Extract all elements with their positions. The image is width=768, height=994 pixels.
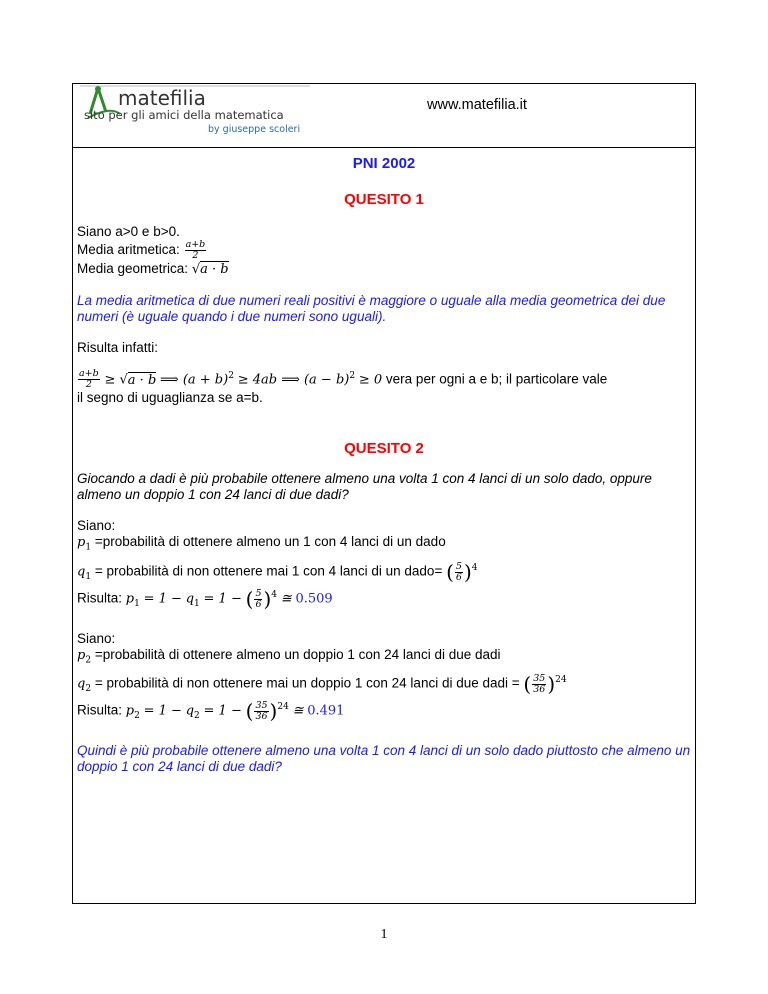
q2-question: Giocando a dadi è più probabile ottenere almeno una volta 1 con 4 lanci di un solo dado, oppure almeno un doppio 1 con 24 lanci di due dadi? [77, 471, 652, 503]
quesito-2-heading: QUESITO 2 [344, 440, 424, 458]
logo-tagline: sito per gli amici della matematica [84, 108, 284, 122]
q1-premise: Siano a>0 e b>0. [77, 224, 180, 239]
p2-definition: $p_2$ =probabilità di ottenere almeno un doppio 1 con 24 lanci di due dadi [77, 646, 501, 666]
page-number: 1 [380, 927, 388, 942]
logo-author: by giuseppe scoleri [208, 124, 301, 135]
q1-inequality: $\frac{a+b}{2}$ ≥ √a · b ⟹ $(a + b)^2 \ge 4ab$ ⟹ $(a - b)^2 \ge 0$ vera per ogni a e b; il particolare vale il segno di uguaglianza se a=b. [77, 368, 608, 406]
result-1: Risulta: $p_1 = 1 - q_1 = 1$ − ( $\frac{5}{6}$ )$^4$ ≅ 0.509 [77, 587, 333, 612]
q2-conclusion: Quindi è più probabile ottenere almeno una volta 1 con 4 lanci di un solo dado piuttosto che almeno un doppio 1 con 24 lanci di due dadi? [77, 742, 691, 774]
logo-name: matefilia [118, 86, 206, 110]
result-2: Risulta: $p_2 = 1 - q_2 = 1$ − ( $\frac{35}{36}$ )$^{24}$ ≅ 0.491 [77, 699, 345, 724]
q1-definition: $q_1$ = probabilità di non ottenere mai 1 con 4 lanci di un dado= ( $\frac{5}{6}$ )$^4$ [77, 560, 478, 585]
q2-siano-1: Siano: [77, 518, 116, 534]
q2-definition: $q_2$ = probabilità di non ottenere mai un doppio 1 con 24 lanci di due dadi = ( $\frac{35}{36}$ )$^{24}$ [77, 672, 567, 697]
q1-statement: La media aritmetica di due numeri reali positivi è maggiore o uguale alla media geometrica dei due numeri (è uguale quando i due numeri sono uguali). [77, 293, 666, 324]
header-separator [72, 147, 696, 148]
q1-risulta: Risulta infatti: [77, 340, 159, 355]
q2-siano-2: Siano: [77, 630, 116, 646]
document-title: PNI 2002 [352, 155, 416, 172]
quesito-1-heading: QUESITO 1 [344, 191, 424, 208]
document-body [77, 150, 691, 775]
p1-definition: $p_1$ =probabilità di ottenere almeno un 1 con 4 lanci di un dado [77, 534, 446, 554]
website-url[interactable]: www.matefilia.it [427, 97, 527, 113]
q1-arithmetic-mean: Media aritmetica: $\frac{a+b}{2}$ [77, 239, 206, 261]
matefilia-logo [80, 84, 310, 144]
q1-geometric-mean: Media geometrica: √a · b [77, 261, 229, 277]
